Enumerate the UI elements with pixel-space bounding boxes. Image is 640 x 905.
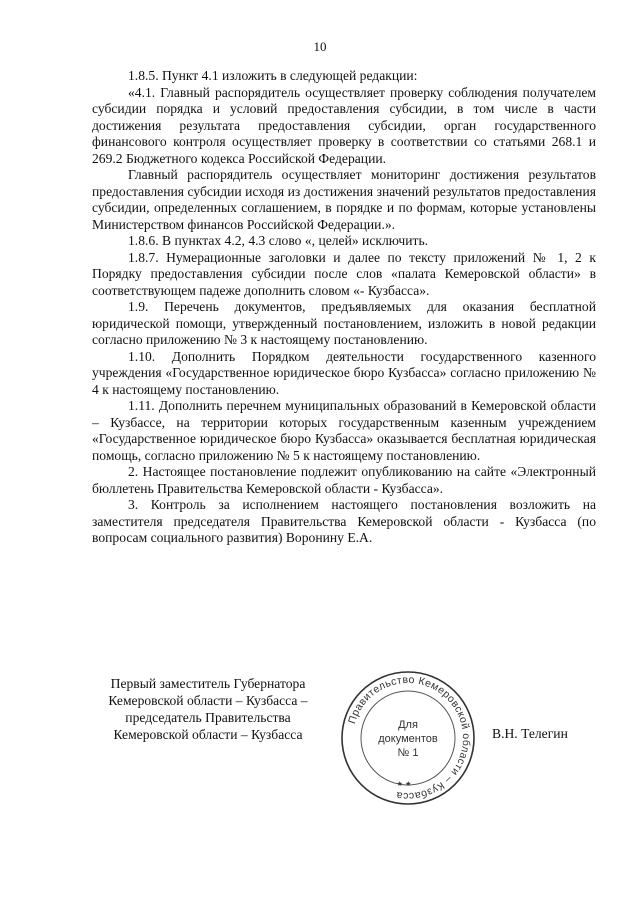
page-number: 10 bbox=[313, 39, 327, 54]
paragraph: 3. Контроль за исполнением настоящего постановления возложить на заместителя председателя Правительства Кемеровской области - Кузбасса (по вопросам социального развития) Воронину Е.А. bbox=[92, 497, 596, 545]
seal-center-text: № 1 bbox=[397, 747, 419, 759]
signatory-title-line: председатель Правительства bbox=[125, 710, 291, 725]
paragraph: 1.9. Перечень документов, предъявляемых для оказания бесплатной юридической помощи, утвержденный постановлением, изложить в новой редакции согласно приложению № 3 к настоящему постановлению. bbox=[92, 299, 596, 347]
official-seal bbox=[338, 668, 478, 808]
signatory-title bbox=[92, 675, 324, 743]
paragraph: 1.8.5. Пункт 4.1 изложить в следующей редакции: bbox=[128, 68, 418, 83]
seal-stars: ★ ★ bbox=[396, 780, 412, 788]
paragraph: 1.8.6. В пунктах 4.2, 4.3 слово «, целей» исключить. bbox=[128, 233, 429, 248]
document-body bbox=[92, 68, 596, 547]
seal-center-text: Для bbox=[398, 719, 418, 731]
paragraph: 2. Настоящее постановление подлежит опубликованию на сайте «Электронный бюллетень Правительства Кемеровской области - Кузбасса». bbox=[92, 464, 596, 496]
signer-name: В.Н. Телегин bbox=[492, 726, 568, 741]
paragraph: 1.10. Дополнить Порядком деятельности государственного казенного учреждения «Государственное юридическое бюро Кузбасса» согласно приложению № 4 к настоящему постановлению. bbox=[92, 348, 596, 397]
seal-center-text: документов bbox=[378, 733, 438, 745]
paragraph: 1.8.7. Нумерационные заголовки и далее по тексту приложений № 1, 2 к Порядку предоставления субсидии после слов «палата Кемеровской области» в соответствующем падеже дополнить словом «- Кузбасса». bbox=[92, 249, 596, 298]
paragraph: Главный распорядитель осуществляет мониторинг достижения результатов предоставления субсидии исходя из достижения значений результатов предоставления субсидии, определенных соглашением, в порядке и по формам, которые установлены Министерством финансов Российской Федерации.». bbox=[92, 167, 596, 232]
signatory-title-line: Кемеровской области – Кузбасса – bbox=[108, 693, 308, 708]
seal-ring-text: Правительство Кемеровской области – Кузбасса bbox=[346, 673, 473, 803]
signatory-title-line: Кемеровской области – Кузбасса bbox=[113, 727, 303, 742]
signatory-title-line: Первый заместитель Губернатора bbox=[110, 676, 306, 691]
paragraph: «4.1. Главный распорядитель осуществляет проверку соблюдения получателем субсидии порядка и условий предоставления субсидии, в том числе в части достижения результата предоставления субсидии, орган государственного финансового контроля осуществляет проверку в соответствии со статьями 268.1 и 269.2 Бюджетного кодекса Российской Федерации. bbox=[92, 84, 596, 166]
paragraph: 1.11. Дополнить перечнем муниципальных образований в Кемеровской области – Кузбассе, на территории которых государственным казенным учреждением «Государственное юридическое бюро Кузбасса» оказывается бесплатная юридическая помощь, согласно приложению № 5 к настоящему постановлению. bbox=[92, 398, 596, 463]
